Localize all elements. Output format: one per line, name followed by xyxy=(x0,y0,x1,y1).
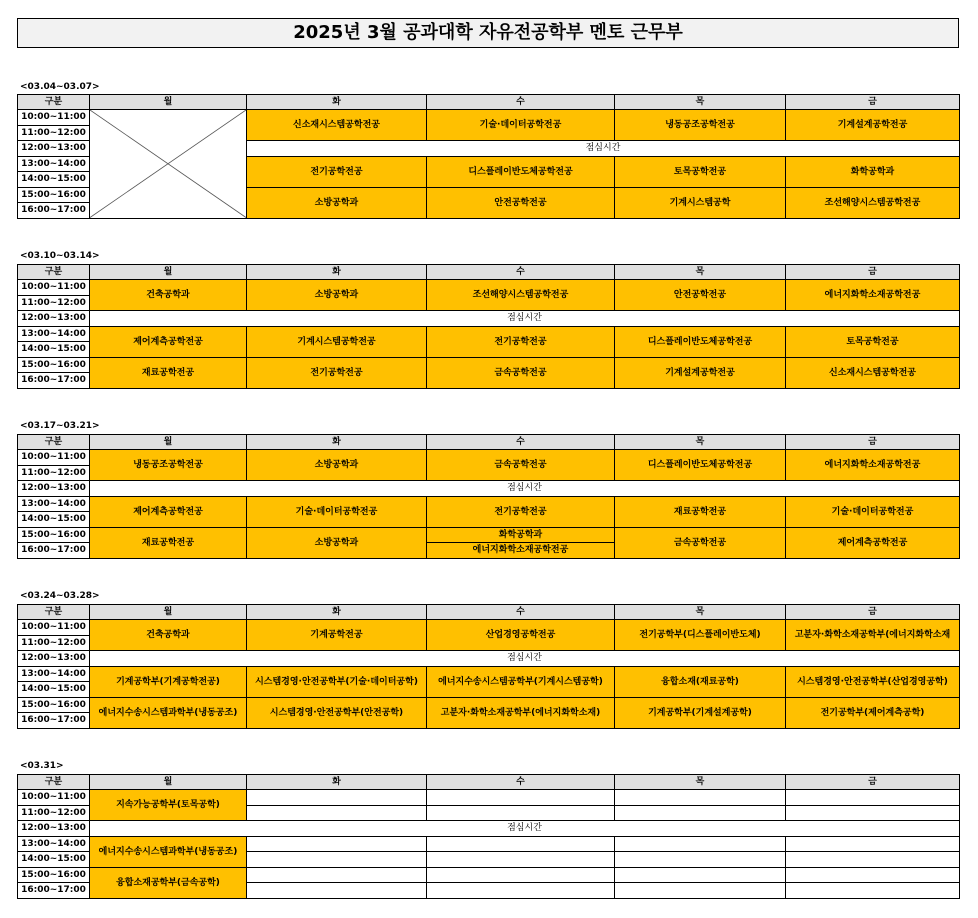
mentor-cell: 에너지수송시스템과학부(냉동공조) xyxy=(90,697,247,728)
time-cell: 16:00~17:00 xyxy=(18,883,90,899)
mentor-cell: 신소재시스템공학전공 xyxy=(786,357,960,388)
week-label: <03.10~03.14> xyxy=(20,251,100,261)
week-label: <03.04~03.07> xyxy=(20,82,100,92)
time-cell: 15:00~16:00 xyxy=(18,527,90,543)
mentor-cell: 토목공학전공 xyxy=(615,156,786,187)
time-cell: 14:00~15:00 xyxy=(18,342,90,358)
header-cell: 금 xyxy=(786,605,960,620)
time-cell: 13:00~14:00 xyxy=(18,666,90,682)
mentor-cell: 산업경영공학전공 xyxy=(427,620,615,651)
empty-cell xyxy=(247,790,427,806)
mentor-cell: 금속공학전공 xyxy=(427,450,615,481)
mentor-cell: 시스템경영·안전공학부(안전공학) xyxy=(247,697,427,728)
lunch-cell: 점심시간 xyxy=(90,821,960,837)
time-cell: 16:00~17:00 xyxy=(18,373,90,389)
schedule-table xyxy=(17,94,960,219)
time-cell: 14:00~15:00 xyxy=(18,172,90,188)
schedule-table xyxy=(17,774,960,899)
time-cell: 13:00~14:00 xyxy=(18,326,90,342)
mentor-cell: 기술·데이터공학전공 xyxy=(786,496,960,527)
mentor-cell: 화학공학과 xyxy=(427,527,615,543)
empty-cell xyxy=(427,805,615,821)
mentor-cell: 기계공학전공 xyxy=(247,620,427,651)
mentor-cell: 에너지화학소재공학전공 xyxy=(786,450,960,481)
mentor-cell: 제어계측공학전공 xyxy=(786,527,960,558)
time-cell: 14:00~15:00 xyxy=(18,512,90,528)
time-cell: 11:00~12:00 xyxy=(18,465,90,481)
mentor-cell: 기계설계공학전공 xyxy=(615,357,786,388)
mentor-cell: 건축공학과 xyxy=(90,280,247,311)
header-cell: 금 xyxy=(786,435,960,450)
time-cell: 10:00~11:00 xyxy=(18,110,90,126)
empty-cell xyxy=(247,852,427,868)
schedule-table xyxy=(17,264,960,389)
empty-cell xyxy=(615,790,786,806)
empty-cell xyxy=(615,836,786,852)
time-cell: 12:00~13:00 xyxy=(18,651,90,667)
header-cell: 수 xyxy=(427,265,615,280)
empty-cell xyxy=(786,852,960,868)
time-cell: 12:00~13:00 xyxy=(18,821,90,837)
mentor-cell: 냉동공조공학전공 xyxy=(615,110,786,141)
time-cell: 12:00~13:00 xyxy=(18,141,90,157)
mentor-cell: 재료공학전공 xyxy=(90,357,247,388)
mentor-cell: 시스템경영·안전공학부(기술·데이터공학) xyxy=(247,666,427,697)
empty-cell xyxy=(427,867,615,883)
mentor-cell: 전기공학부(제어계측공학) xyxy=(786,697,960,728)
mentor-cell: 토목공학전공 xyxy=(786,326,960,357)
empty-cell xyxy=(615,883,786,899)
week-label: <03.31> xyxy=(20,761,64,771)
unavailable-cell xyxy=(90,110,247,219)
mentor-cell: 기계공학부(기계공학전공) xyxy=(90,666,247,697)
mentor-cell: 기계시스템공학전공 xyxy=(247,326,427,357)
empty-cell xyxy=(247,836,427,852)
mentor-cell: 안전공학전공 xyxy=(427,187,615,218)
time-cell: 11:00~12:00 xyxy=(18,295,90,311)
header-cell: 수 xyxy=(427,605,615,620)
empty-cell xyxy=(615,852,786,868)
time-cell: 12:00~13:00 xyxy=(18,311,90,327)
time-cell: 15:00~16:00 xyxy=(18,357,90,373)
mentor-cell: 소방공학과 xyxy=(247,187,427,218)
mentor-cell: 조선해양시스템공학전공 xyxy=(786,187,960,218)
mentor-cell: 소방공학과 xyxy=(247,527,427,558)
header-cell: 구분 xyxy=(18,775,90,790)
empty-cell xyxy=(427,790,615,806)
mentor-cell: 에너지수송시스템공학부(기계시스템공학) xyxy=(427,666,615,697)
time-cell: 11:00~12:00 xyxy=(18,125,90,141)
mentor-cell: 조선해양시스템공학전공 xyxy=(427,280,615,311)
mentor-cell: 고분자·화학소재공학부(에너지화학소재 xyxy=(786,620,960,651)
mentor-cell: 디스플레이반도체공학전공 xyxy=(427,156,615,187)
header-cell: 목 xyxy=(615,605,786,620)
header-cell: 구분 xyxy=(18,435,90,450)
mentor-cell: 소방공학과 xyxy=(247,280,427,311)
schedule-table xyxy=(17,604,960,729)
time-cell: 12:00~13:00 xyxy=(18,481,90,497)
time-cell: 16:00~17:00 xyxy=(18,713,90,729)
empty-cell xyxy=(786,867,960,883)
mentor-cell: 에너지화학소재공학전공 xyxy=(427,543,615,559)
header-cell: 월 xyxy=(90,265,247,280)
header-cell: 월 xyxy=(90,775,247,790)
header-cell: 화 xyxy=(247,265,427,280)
mentor-cell: 제어계측공학전공 xyxy=(90,496,247,527)
mentor-cell: 전기공학전공 xyxy=(247,357,427,388)
lunch-cell: 점심시간 xyxy=(247,141,960,157)
lunch-cell: 점심시간 xyxy=(90,311,960,327)
mentor-cell: 전기공학전공 xyxy=(427,326,615,357)
header-cell: 월 xyxy=(90,95,247,110)
mentor-cell: 기술·데이터공학전공 xyxy=(247,496,427,527)
header-cell: 구분 xyxy=(18,95,90,110)
empty-cell xyxy=(427,852,615,868)
empty-cell xyxy=(786,883,960,899)
mentor-cell: 시스템경영·안전공학부(산업경영공학) xyxy=(786,666,960,697)
time-cell: 13:00~14:00 xyxy=(18,156,90,172)
header-cell: 구분 xyxy=(18,265,90,280)
empty-cell xyxy=(786,836,960,852)
mentor-cell: 융합소재공학부(금속공학) xyxy=(90,867,247,898)
mentor-cell: 전기공학전공 xyxy=(247,156,427,187)
mentor-cell: 전기공학전공 xyxy=(427,496,615,527)
schedule-table xyxy=(17,434,960,559)
empty-cell xyxy=(786,805,960,821)
mentor-cell: 디스플레이반도체공학전공 xyxy=(615,450,786,481)
header-cell: 금 xyxy=(786,95,960,110)
time-cell: 13:00~14:00 xyxy=(18,836,90,852)
mentor-cell: 재료공학전공 xyxy=(90,527,247,558)
page-title: 2025년 3월 공과대학 자유전공학부 멘토 근무부 xyxy=(17,18,959,48)
empty-cell xyxy=(615,867,786,883)
header-cell: 화 xyxy=(247,605,427,620)
mentor-cell: 신소재시스템공학전공 xyxy=(247,110,427,141)
time-cell: 15:00~16:00 xyxy=(18,187,90,203)
week-label: <03.17~03.21> xyxy=(20,421,100,431)
header-cell: 구분 xyxy=(18,605,90,620)
header-cell: 화 xyxy=(247,95,427,110)
mentor-cell: 소방공학과 xyxy=(247,450,427,481)
mentor-cell: 고분자·화학소재공학부(에너지화학소재) xyxy=(427,697,615,728)
time-cell: 14:00~15:00 xyxy=(18,852,90,868)
mentor-cell: 기계설계공학전공 xyxy=(786,110,960,141)
time-cell: 13:00~14:00 xyxy=(18,496,90,512)
header-cell: 목 xyxy=(615,265,786,280)
time-cell: 10:00~11:00 xyxy=(18,620,90,636)
empty-cell xyxy=(427,883,615,899)
header-cell: 화 xyxy=(247,775,427,790)
header-cell: 수 xyxy=(427,435,615,450)
header-cell: 금 xyxy=(786,265,960,280)
mentor-cell: 전기공학부(디스플레이반도체) xyxy=(615,620,786,651)
time-cell: 11:00~12:00 xyxy=(18,805,90,821)
mentor-cell: 기계공학부(기계설계공학) xyxy=(615,697,786,728)
mentor-cell: 융합소재(재료공학) xyxy=(615,666,786,697)
header-cell: 목 xyxy=(615,95,786,110)
header-cell: 수 xyxy=(427,95,615,110)
header-cell: 화 xyxy=(247,435,427,450)
mentor-cell: 금속공학전공 xyxy=(427,357,615,388)
time-cell: 16:00~17:00 xyxy=(18,203,90,219)
header-cell: 수 xyxy=(427,775,615,790)
time-cell: 14:00~15:00 xyxy=(18,682,90,698)
header-cell: 목 xyxy=(615,775,786,790)
empty-cell xyxy=(427,836,615,852)
cross-out-icon xyxy=(90,110,246,218)
mentor-cell: 냉동공조공학전공 xyxy=(90,450,247,481)
header-cell: 목 xyxy=(615,435,786,450)
empty-cell xyxy=(786,790,960,806)
empty-cell xyxy=(247,805,427,821)
mentor-cell: 재료공학전공 xyxy=(615,496,786,527)
mentor-cell: 기계시스템공학 xyxy=(615,187,786,218)
header-cell: 월 xyxy=(90,435,247,450)
time-cell: 10:00~11:00 xyxy=(18,790,90,806)
week-label: <03.24~03.28> xyxy=(20,591,100,601)
empty-cell xyxy=(247,867,427,883)
header-cell: 월 xyxy=(90,605,247,620)
lunch-cell: 점심시간 xyxy=(90,481,960,497)
time-cell: 10:00~11:00 xyxy=(18,280,90,296)
mentor-cell: 금속공학전공 xyxy=(615,527,786,558)
mentor-cell: 안전공학전공 xyxy=(615,280,786,311)
lunch-cell: 점심시간 xyxy=(90,651,960,667)
time-cell: 16:00~17:00 xyxy=(18,543,90,559)
mentor-cell: 지속가능공학부(토목공학) xyxy=(90,790,247,821)
header-cell: 금 xyxy=(786,775,960,790)
mentor-cell: 에너지수송시스템과학부(냉동공조) xyxy=(90,836,247,867)
empty-cell xyxy=(615,805,786,821)
mentor-cell: 제어계측공학전공 xyxy=(90,326,247,357)
time-cell: 11:00~12:00 xyxy=(18,635,90,651)
time-cell: 15:00~16:00 xyxy=(18,867,90,883)
empty-cell xyxy=(247,883,427,899)
time-cell: 15:00~16:00 xyxy=(18,697,90,713)
time-cell: 10:00~11:00 xyxy=(18,450,90,466)
mentor-cell: 화학공학과 xyxy=(786,156,960,187)
mentor-cell: 디스플레이반도체공학전공 xyxy=(615,326,786,357)
mentor-cell: 에너지화학소재공학전공 xyxy=(786,280,960,311)
mentor-cell: 기술·데이터공학전공 xyxy=(427,110,615,141)
mentor-cell: 건축공학과 xyxy=(90,620,247,651)
